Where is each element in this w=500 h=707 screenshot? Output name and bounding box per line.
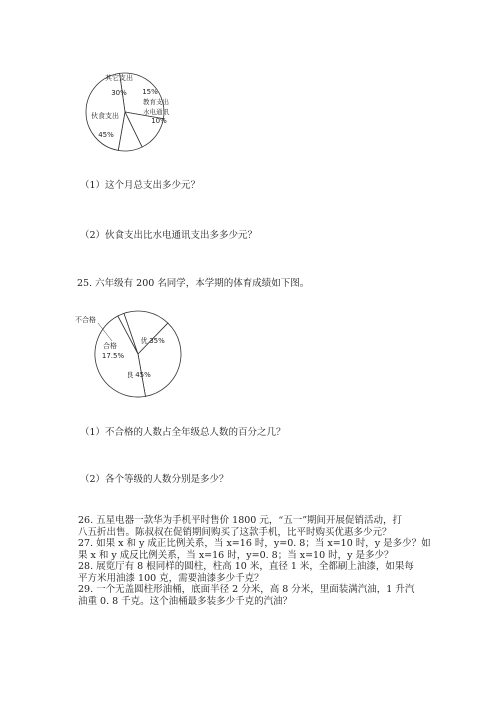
pie1-value-utility: 10% (151, 117, 167, 125)
problem-line: 29. 一个无盖圆柱形油桶，底面半径 2 分米，高 8 分米，里面装满汽油，1 升汽 (78, 584, 415, 595)
pie1-label-edu: 教育支出 (143, 98, 169, 106)
pie2-label-pass: 合格 (103, 342, 117, 350)
q25-stem: 25. 六年级有 200 名同学，本学期的体育成绩如下图。 (77, 278, 310, 289)
problem-line: 平方米用油漆 100 克，需要油漆多少千克？ (78, 572, 264, 584)
pie1-label-other: 其它支出 (105, 74, 133, 82)
pie2-label-fail: 不合格 (75, 316, 96, 324)
pie1-value-other: 30% (111, 89, 127, 97)
pie2-value-good: 45% (135, 371, 151, 379)
q25-part1: （1）不合格的人数占全年级总人数的百分之几？ (80, 427, 286, 438)
pie1-value-edu: 15% (142, 88, 158, 96)
pie1-label-food: 伙食支出 (91, 112, 119, 120)
expense-pie-chart (70, 62, 190, 162)
problem-line: 油重 0. 8 千克。这个油桶最多装多少千克的汽油？ (78, 595, 293, 607)
problem-line: 27. 如果 x 和 y 成正比例关系，当 x=16 时，y=0. 8；当 x=10 时，y 是多少？如 (78, 538, 431, 549)
problem-line: 28. 展览厅有 8 根同样的圆柱，柱高 10 米，直径 1 米，全都刷上油漆，如果每 (78, 561, 414, 572)
problems-26-29 (78, 515, 431, 607)
problem-line: 果 x 和 y 成反比例关系，当 x=16 时，y=0. 8；当 x=10 时，y 是多少？ (78, 549, 394, 561)
pie2-label-good: 良 (126, 371, 134, 379)
pie2-label-excellent: 优 (140, 337, 148, 345)
pie2-value-excellent: 35% (149, 337, 165, 345)
pie1-value-food: 45% (98, 131, 114, 139)
q25-part2: （2）各个等级的人数分别是多少？ (80, 474, 229, 485)
pie1-label-utility: 水电通讯 (143, 108, 169, 116)
problem-line: 26. 五星电器一款华为手机平时售价 1800 元，“五一”期间开展促销活动，打 (78, 515, 403, 526)
q-total-expense: （1）这个月总支出多少元？ (80, 180, 201, 191)
pie2-value-pass: 17.5% (101, 352, 125, 360)
grade-pie-chart (72, 308, 187, 400)
problem-line: 八五折出售。陈叔叔在促销期间购买了这款手机，比平时购买优惠多少元？ (78, 526, 392, 538)
q-food-vs-utility: （2）伙食支出比水电通讯支出多多少元？ (80, 230, 258, 241)
